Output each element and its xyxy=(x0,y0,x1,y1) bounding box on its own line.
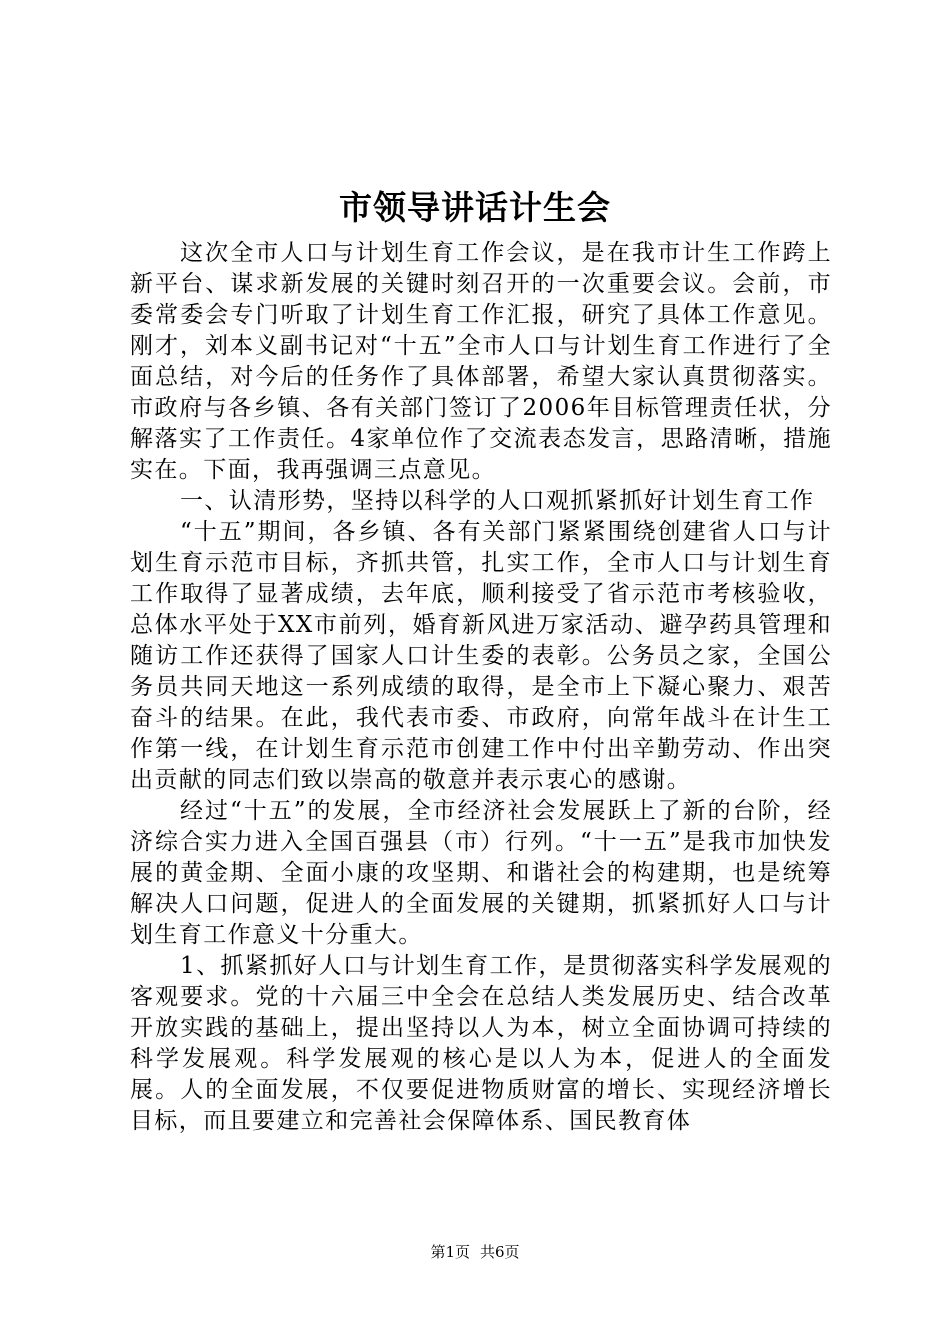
paragraph-intro: 这次全市人口与计划生育工作会议，是在我市计生工作跨上新平台、谋求新发展的关键时刻召开的一次重要会议。会前，市委常委会专门听取了计划生育工作汇报，研究了具体工作意见。刚才，刘本义副书记对“十五”全市人口与计划生育工作进行了全面总结，对今后的任务作了具体部署，希望大家认真贯彻落实。市政府与各乡镇、各有关部门签订了2006年目标管理责任状，分解落实了工作责任。4家单位作了交流表态发言，思路清晰，措施实在。下面，我再强调三点意见。 xyxy=(130,240,832,483)
page-total: 共6页 xyxy=(480,1243,520,1261)
document-body xyxy=(130,238,832,1137)
page-number: 第1页 xyxy=(430,1243,470,1261)
page-footer xyxy=(0,1242,950,1262)
section-heading-1: 一、认清形势，坚持以科学的人口观抓紧抓好计划生育工作 xyxy=(180,488,815,514)
paragraph-achievements: “十五”期间，各乡镇、各有关部门紧紧围绕创建省人口与计划生育示范市目标，齐抓共管，扎实工作，全市人口与计划生育工作取得了显著成绩，去年底，顺利接受了省示范市考核验收，总体水平处于XX市前列，婚育新风进万家活动、避孕药具管理和随访工作还获得了国家人口计生委的表彰。公务员之家，全国公务员共同天地这一系列成绩的取得，是全市上下凝心聚力、艰苦奋斗的结果。在此，我代表市委、市政府，向常年战斗在计生工作第一线，在计划生育示范市创建工作中付出辛勤劳动、作出突出贡献的同志们致以崇高的敬意并表示衷心的感谢。 xyxy=(130,519,832,793)
paragraph-point-1: 1、抓紧抓好人口与计划生育工作，是贯彻落实科学发展观的客观要求。党的十六届三中全会在总结人类发展历史、结合改革开放实践的基础上，提出坚持以人为本，树立全面协调可持续的科学发展观。科学发展观的核心是以人为本，促进人的全面发展。人的全面发展，不仅要促进物质财富的增长、实现经济增长目标，而且要建立和完善社会保障体系、国民教育体 xyxy=(130,953,832,1134)
document-title: 市领导讲话计生会 xyxy=(339,188,611,227)
paragraph-development: 经过“十五”的发展，全市经济社会发展跃上了新的台阶，经济综合实力进入全国百强县（市）行列。“十一五”是我市加快发展的黄金期、全面小康的攻坚期、和谐社会的构建期，也是统筹解决人口问题，促进人的全面发展的关键期，抓紧抓好人口与计划生育工作意义十分重大。 xyxy=(130,798,832,948)
